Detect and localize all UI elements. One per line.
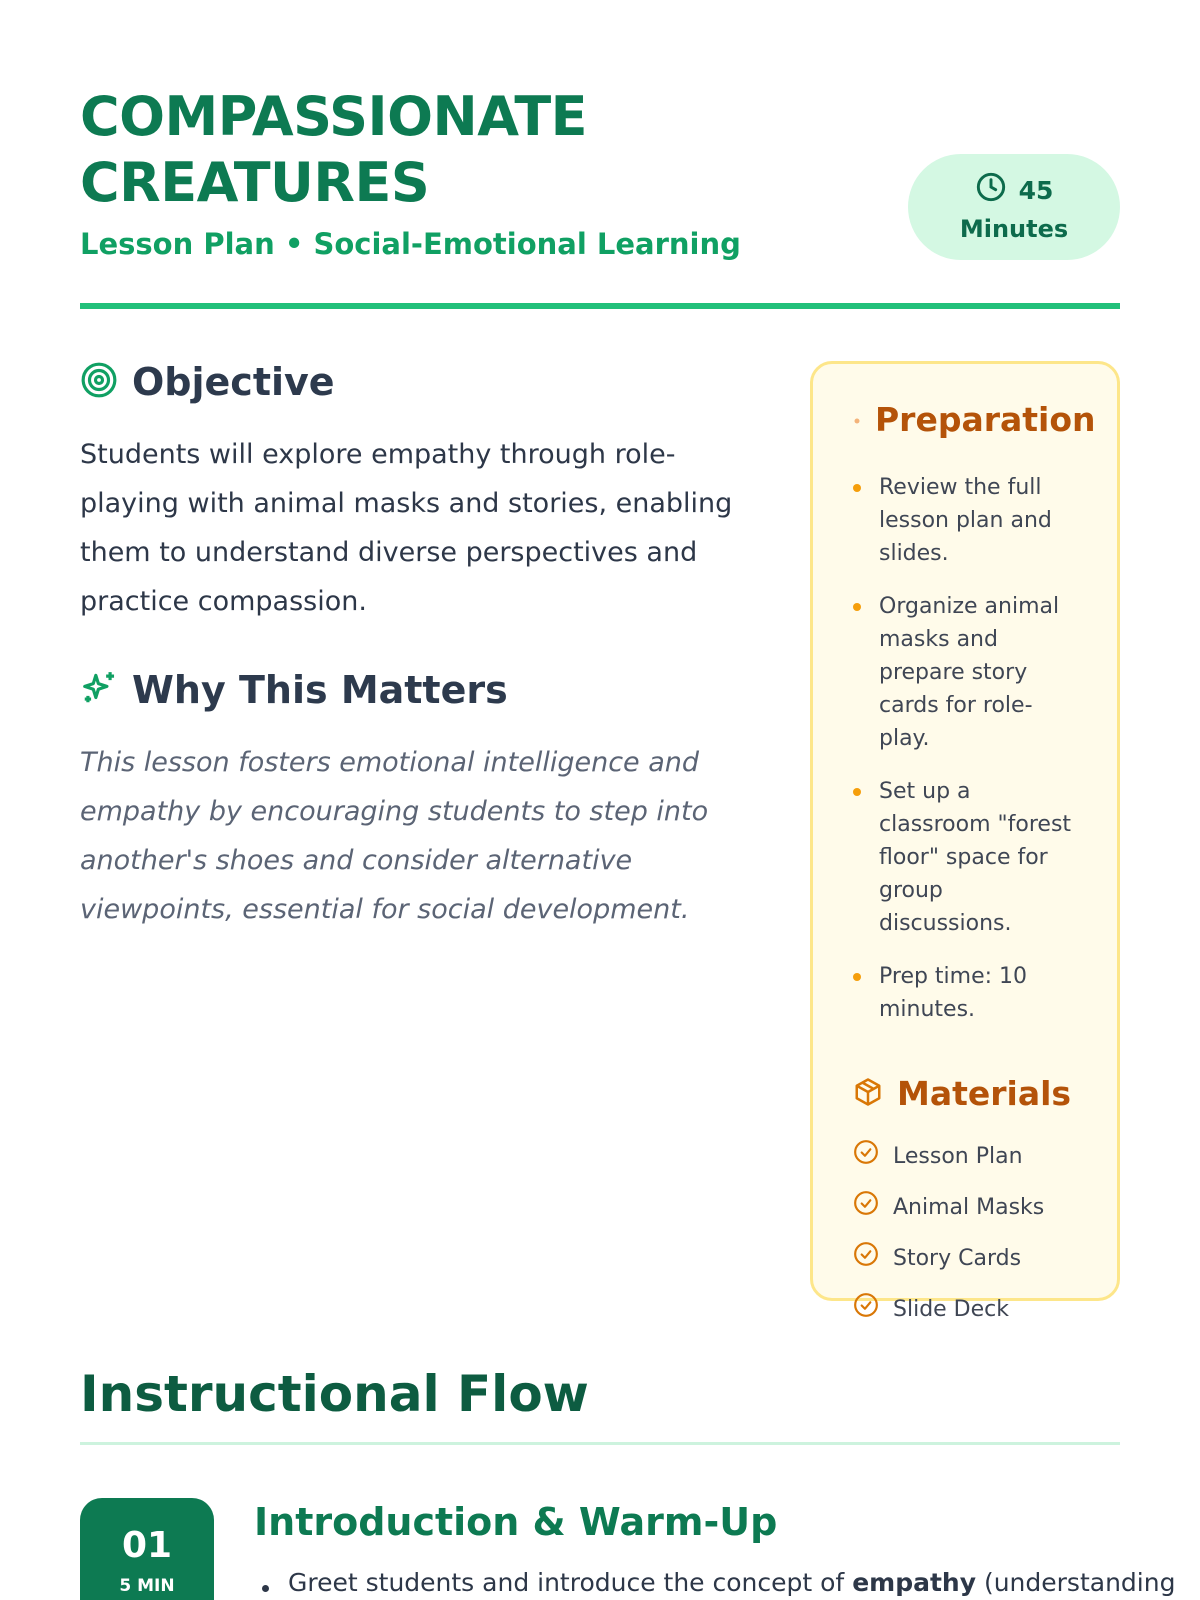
step-duration: 5 MIN [119,1576,175,1596]
why-text: This lesson fosters emotional intelligence and empathy by encouraging students to step into another's shoes and consider alternative viewpoints, essential for social development. [80,747,709,925]
title-line-1: COMPASSIONATE [80,85,588,148]
preparation-title: Preparation [875,400,1096,439]
list-item: Animal Masks [853,1190,1079,1225]
check-circle-icon [853,1139,879,1174]
list-item: Lesson Plan [853,1139,1079,1174]
bullet-icon [853,484,861,492]
objective-text: Students will explore empathy through role-playing with animal masks and stories, enabling them to understand diverse perspectives and practice compassion. [80,439,733,617]
instructional-flow-title: Instructional Flow [80,1365,589,1423]
duration-value: 45 [1018,175,1054,205]
materials-heading [853,1074,1079,1113]
prep-materials-card [810,361,1120,1322]
bullet-icon [853,973,861,981]
list-item: Review the full lesson plan and slides. [853,471,1079,570]
lesson-subtitle: Lesson Plan • Social-Emotional Learning [80,227,741,261]
lesson-header [80,84,1120,309]
list-item: Set up a classroom "forest floor" space for group discussions. [853,775,1079,940]
objective-title: Objective [132,360,335,404]
check-circle-icon [853,1190,879,1225]
list-item: Organize animal masks and prepare story cards for role-play. [853,590,1079,755]
step-bullet: Greet students and introduce the concept of empathy (understanding [262,1568,1142,1597]
sparkles-icon [80,669,118,711]
main-content [80,360,740,934]
bullet-dot-icon [853,410,861,429]
duration-badge [908,154,1120,260]
check-circle-icon [853,1292,879,1327]
duration-unit: Minutes [959,215,1069,243]
preparation-heading [853,400,1096,439]
step-title: Introduction & Warm-Up [254,1500,778,1544]
why-title: Why This Matters [132,668,508,712]
bullet-icon [853,603,861,611]
list-item: Slide Deck [853,1292,1079,1327]
preparation-list [853,471,1079,1026]
section-divider [80,1442,1120,1445]
objective-heading [80,360,740,404]
list-item: Story Cards [853,1241,1079,1276]
why-heading [80,668,740,712]
bullet-icon [853,788,861,796]
list-item: Prep time: 10 minutes. [853,960,1079,1026]
step-badge [80,1498,214,1600]
step-number: 01 [121,1525,173,1566]
materials-list [853,1139,1079,1327]
package-icon [853,1077,883,1111]
materials-title: Materials [897,1074,1072,1113]
check-circle-icon [853,1241,879,1276]
target-icon [80,361,118,403]
clock-icon [975,171,1007,209]
title-line-2: CREATURES [80,151,430,214]
bullet-icon [262,1585,269,1592]
